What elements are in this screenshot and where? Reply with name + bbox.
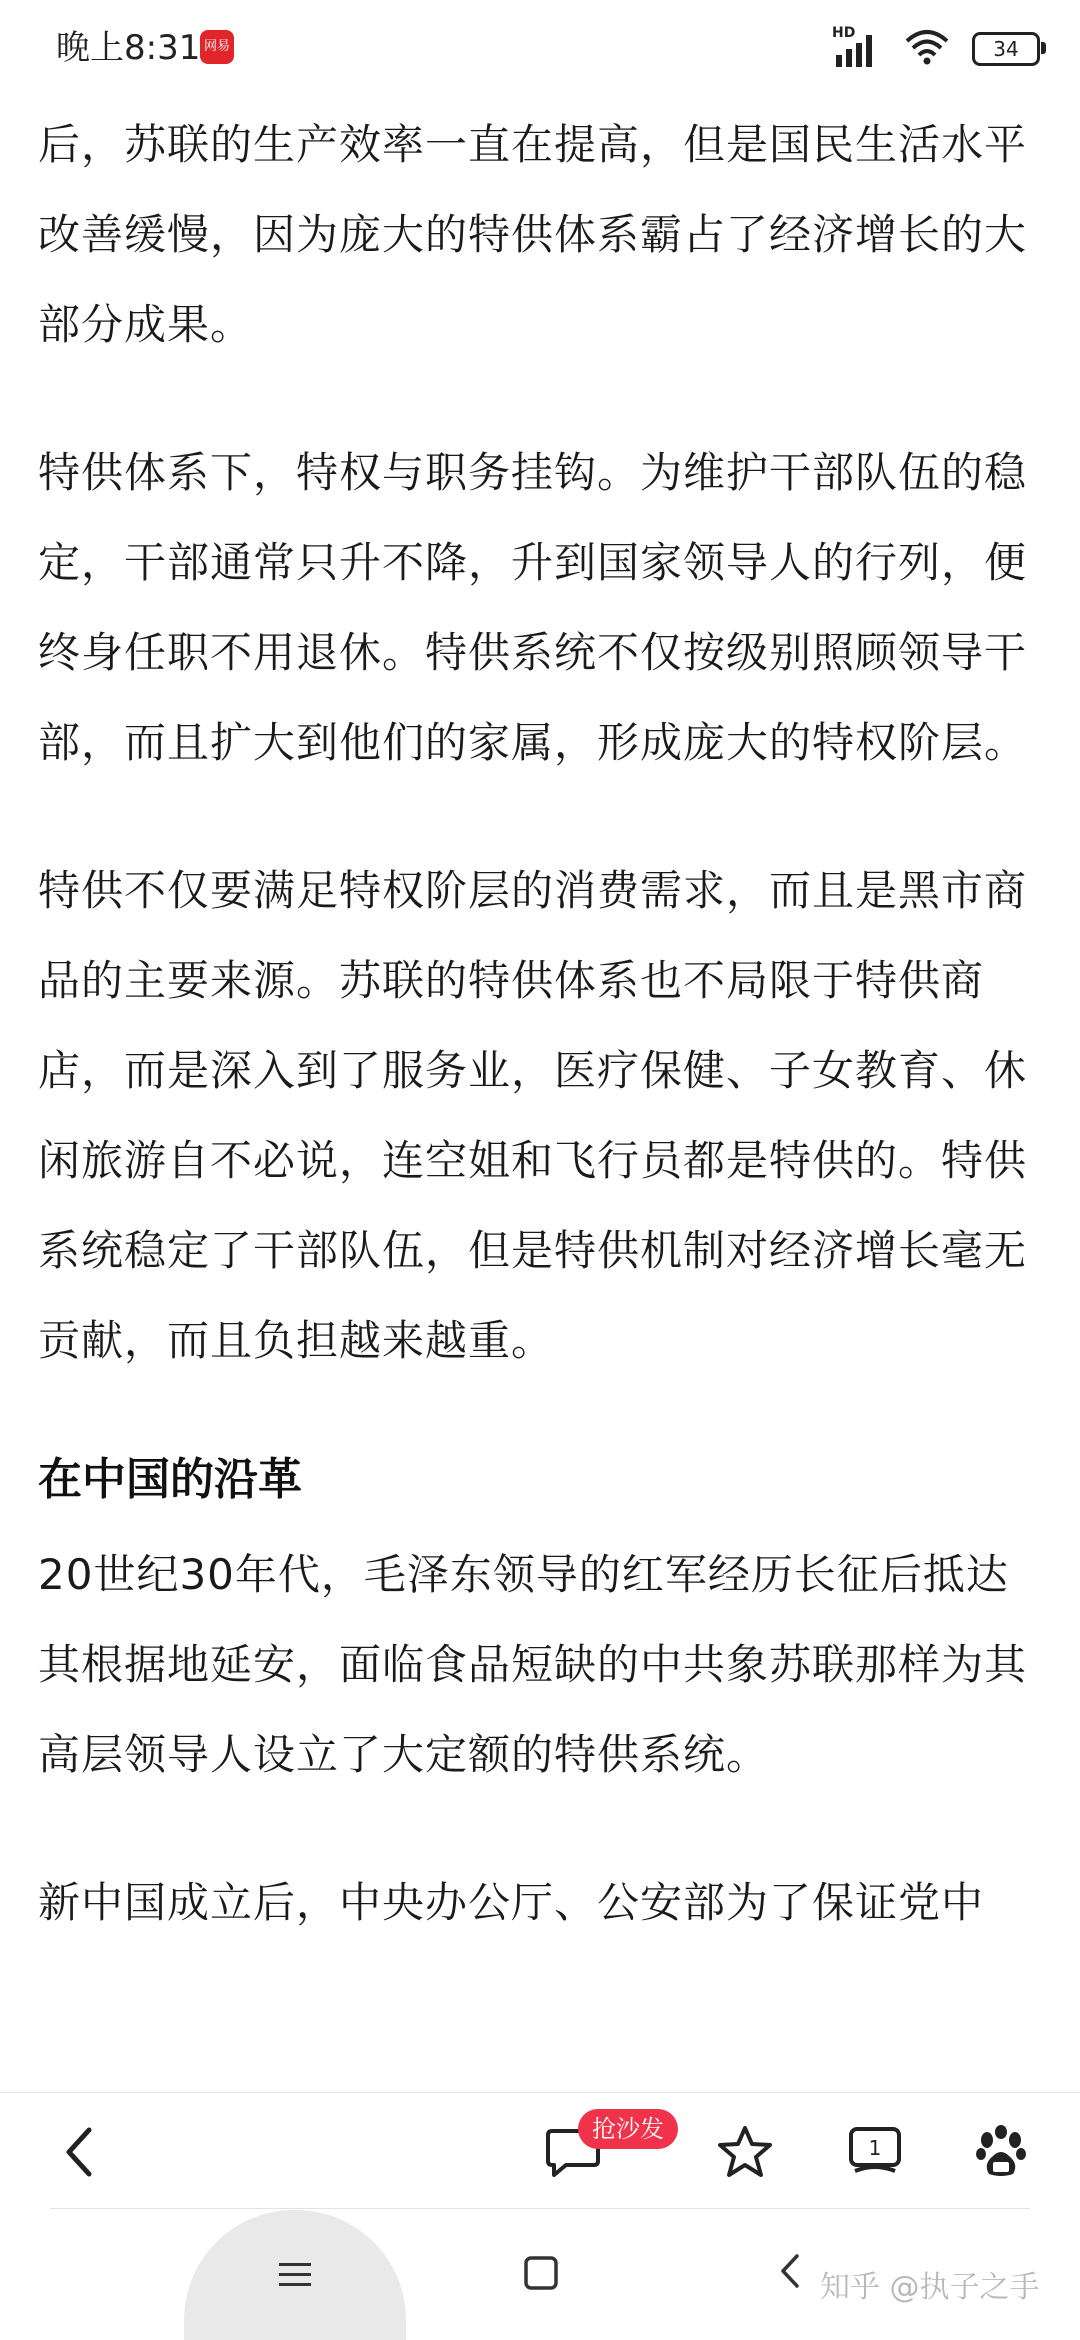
wifi-icon (904, 29, 950, 69)
nav-back-icon[interactable] (770, 2246, 810, 2296)
battery-icon (972, 32, 1040, 66)
signal-icon (832, 25, 882, 69)
status-time: 晚上8:31 (56, 28, 201, 68)
bottom-toolbar (0, 2092, 1080, 2211)
battery-level: 34 (993, 37, 1019, 61)
reader-count: 1 (868, 2136, 882, 2160)
article-paragraph: 20世纪30年代，毛泽东领导的红军经历长征后抵达其根据地延安，面临食品短缺的中共象苏联那样为其高层领导人设立了大定额的特供系统。 (38, 1550, 1028, 1779)
article-paragraph: 后，苏联的生产效率一直在提高，但是国民生活水平改善缓慢，因为庞大的特供体系霸占了经济增长的大部分成果。 (38, 120, 1028, 349)
article-content (38, 100, 1048, 1948)
sofa-badge[interactable]: 抢沙发 (578, 2109, 678, 2149)
status-bar (0, 0, 1080, 96)
star-icon[interactable] (710, 2117, 780, 2187)
menu-icon[interactable] (270, 2250, 320, 2300)
reader-icon[interactable] (840, 2117, 910, 2187)
baidu-paw-icon[interactable] (966, 2117, 1036, 2187)
status-indicators (832, 26, 1040, 72)
section-heading: 在中国的沿革 (38, 1454, 302, 1505)
article-paragraph: 新中国成立后，中央办公厅、公安部为了保证党中 (38, 1878, 985, 1927)
toolbar-divider (50, 2208, 1030, 2209)
article-paragraph: 特供不仅要满足特权阶层的消费需求，而且是黑市商品的主要来源。苏联的特供体系也不局限于特供商店，而是深入到了服务业，医疗保健、子女教育、休闲旅游自不必说，连空姐和飞行员都是特供的。特供系统稳定了干部队伍，但是特供机制对经济增长毫无贡献，而且负担越来越重。 (38, 866, 1028, 1365)
app-notification-badge: 网易 (200, 30, 234, 64)
watermark: 知乎 @执子之手 (820, 2270, 1040, 2305)
home-icon[interactable] (518, 2250, 564, 2296)
article-paragraph: 特供体系下，特权与职务挂钩。为维护干部队伍的稳定，干部通常只升不降，升到国家领导人的行列，便终身任职不用退休。特供系统不仅按级别照顾领导干部，而且扩大到他们的家属，形成庞大的特权阶层。 (38, 448, 1028, 767)
chevron-left-icon[interactable] (44, 2117, 114, 2187)
network-type-label: HD (832, 25, 856, 41)
